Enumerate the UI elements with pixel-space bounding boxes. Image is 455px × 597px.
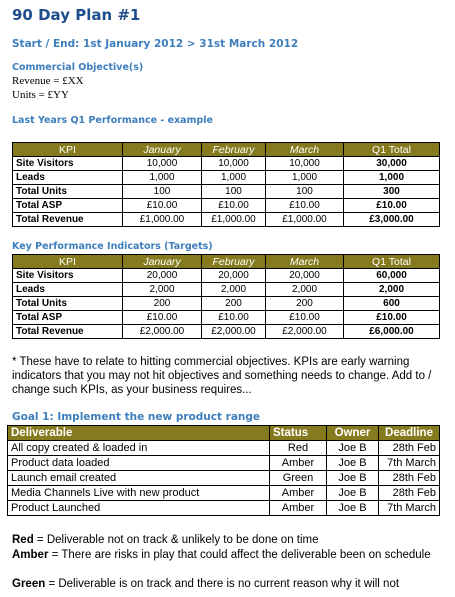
table-row [8,441,440,456]
col-header: March [266,143,344,157]
total-cell: 2,000 [344,283,440,297]
targets-table [12,254,440,339]
deliverable-cell: Launch email created [8,471,270,486]
status-cell: Red [270,441,327,456]
table-row [8,486,440,501]
deadline-cell: 7th March [379,501,440,516]
table-cell: 200 [202,297,266,311]
table-cell: £10.00 [123,311,202,325]
legend-green-label: Green [12,578,46,590]
table-cell: £10.00 [123,199,202,213]
deliverable-cell: Product data loaded [8,456,270,471]
owner-cell: Joe B [327,456,379,471]
last-year-heading: Last Years Q1 Performance - example [12,115,213,126]
table-row [13,199,440,213]
table-row [8,456,440,471]
table-cell: 1,000 [266,171,344,185]
total-cell: 600 [344,297,440,311]
table-cell: 1,000 [202,171,266,185]
table-row [13,325,440,339]
table-cell: £2,000.00 [123,325,202,339]
col-header: February [202,143,266,157]
total-cell: 300 [344,185,440,199]
table-cell: £2,000.00 [266,325,344,339]
total-cell: 60,000 [344,269,440,283]
table-row [13,297,440,311]
table-cell: 100 [202,185,266,199]
legend-red [12,533,442,547]
legend-red-label: Red [12,534,34,546]
col-header: Deliverable [8,426,270,441]
owner-cell: Joe B [327,501,379,516]
table-row [13,157,440,171]
status-cell: Amber [270,486,327,501]
row-label: Total Units [13,185,123,199]
table-row [13,213,440,227]
total-cell: 30,000 [344,157,440,171]
owner-cell: Joe B [327,486,379,501]
status-cell: Green [270,471,327,486]
row-label: Leads [13,171,123,185]
table-cell: £2,000.00 [202,325,266,339]
goal-table [7,425,440,516]
table-header-row [8,426,440,441]
table-cell: 100 [266,185,344,199]
legend-amber-text: = There are risks in play that could affect the deliverable been on schedule [48,549,431,561]
table-cell: £10.00 [202,311,266,325]
revenue-objective: Revenue = £XX [12,75,84,87]
table-header-row [13,255,440,269]
kpi-note: * These have to relate to hitting commercial objectives. KPIs are early warning indicators that you may not hit objectives and something needs to change. Add to / change such KPIs, as your business requires... [12,356,432,396]
table-cell: £1,000.00 [202,213,266,227]
col-header: Owner [327,426,379,441]
targets-heading: Key Performance Indicators (Targets) [12,241,213,252]
table-cell: 100 [123,185,202,199]
table-cell: 2,000 [123,283,202,297]
total-cell: £3,000.00 [344,213,440,227]
deadline-cell: 28th Feb [379,471,440,486]
col-header: January [123,143,202,157]
table-cell: 10,000 [266,157,344,171]
row-label: Total ASP [13,311,123,325]
table-cell: 2,000 [266,283,344,297]
goal-heading: Goal 1: Implement the new product range [12,411,261,423]
table-cell: 20,000 [202,269,266,283]
legend-amber-label: Amber [12,549,49,561]
row-label: Total ASP [13,199,123,213]
row-label: Site Visitors [13,157,123,171]
legend-amber [12,548,442,562]
deliverable-cell: Product Launched [8,501,270,516]
row-label: Total Revenue [13,213,123,227]
table-row [13,269,440,283]
table-cell: 10,000 [202,157,266,171]
row-label: Leads [13,283,123,297]
total-cell: £10.00 [344,311,440,325]
last-year-table [12,142,440,227]
deadline-cell: 28th Feb [379,441,440,456]
owner-cell: Joe B [327,471,379,486]
status-cell: Amber [270,456,327,471]
table-cell: 2,000 [202,283,266,297]
table-cell: £10.00 [266,199,344,213]
commercial-heading: Commercial Objective(s) [12,62,144,73]
row-label: Site Visitors [13,269,123,283]
col-header: KPI [13,143,123,157]
deliverable-cell: Media Channels Live with new product [8,486,270,501]
table-row [8,501,440,516]
table-cell: 200 [266,297,344,311]
owner-cell: Joe B [327,441,379,456]
table-cell: 1,000 [123,171,202,185]
deadline-cell: 28th Feb [379,486,440,501]
col-header: March [266,255,344,269]
table-cell: 200 [123,297,202,311]
table-row [13,311,440,325]
col-header: Q1 Total [344,255,440,269]
row-label: Total Units [13,297,123,311]
total-cell: £6,000.00 [344,325,440,339]
table-row [8,471,440,486]
table-cell: £1,000.00 [123,213,202,227]
table-cell: 10,000 [123,157,202,171]
col-header: January [123,255,202,269]
table-cell: 20,000 [266,269,344,283]
col-header: KPI [13,255,123,269]
table-row [13,171,440,185]
table-cell: £10.00 [202,199,266,213]
legend-red-text: = Deliverable not on track & unlikely to be done on time [33,534,319,546]
table-row [13,185,440,199]
legend-green-text: = Deliverable is on track and there is no current reason why it will not [45,578,400,590]
row-label: Total Revenue [13,325,123,339]
col-header: February [202,255,266,269]
total-cell: £10.00 [344,199,440,213]
total-cell: 1,000 [344,171,440,185]
legend-green [12,577,442,591]
table-row [13,283,440,297]
deadline-cell: 7th March [379,456,440,471]
table-cell: £10.00 [266,311,344,325]
deliverable-cell: All copy created & loaded in [8,441,270,456]
status-cell: Amber [270,501,327,516]
table-cell: £1,000.00 [266,213,344,227]
plan-dates: Start / End: 1st January 2012 > 31st March 2012 [12,38,299,50]
col-header: Q1 Total [344,143,440,157]
col-header: Status [270,426,327,441]
table-cell: 20,000 [123,269,202,283]
table-header-row [13,143,440,157]
col-header: Deadline [379,426,440,441]
page-title: 90 Day Plan #1 [12,6,141,24]
units-objective: Units = £YY [12,89,69,101]
